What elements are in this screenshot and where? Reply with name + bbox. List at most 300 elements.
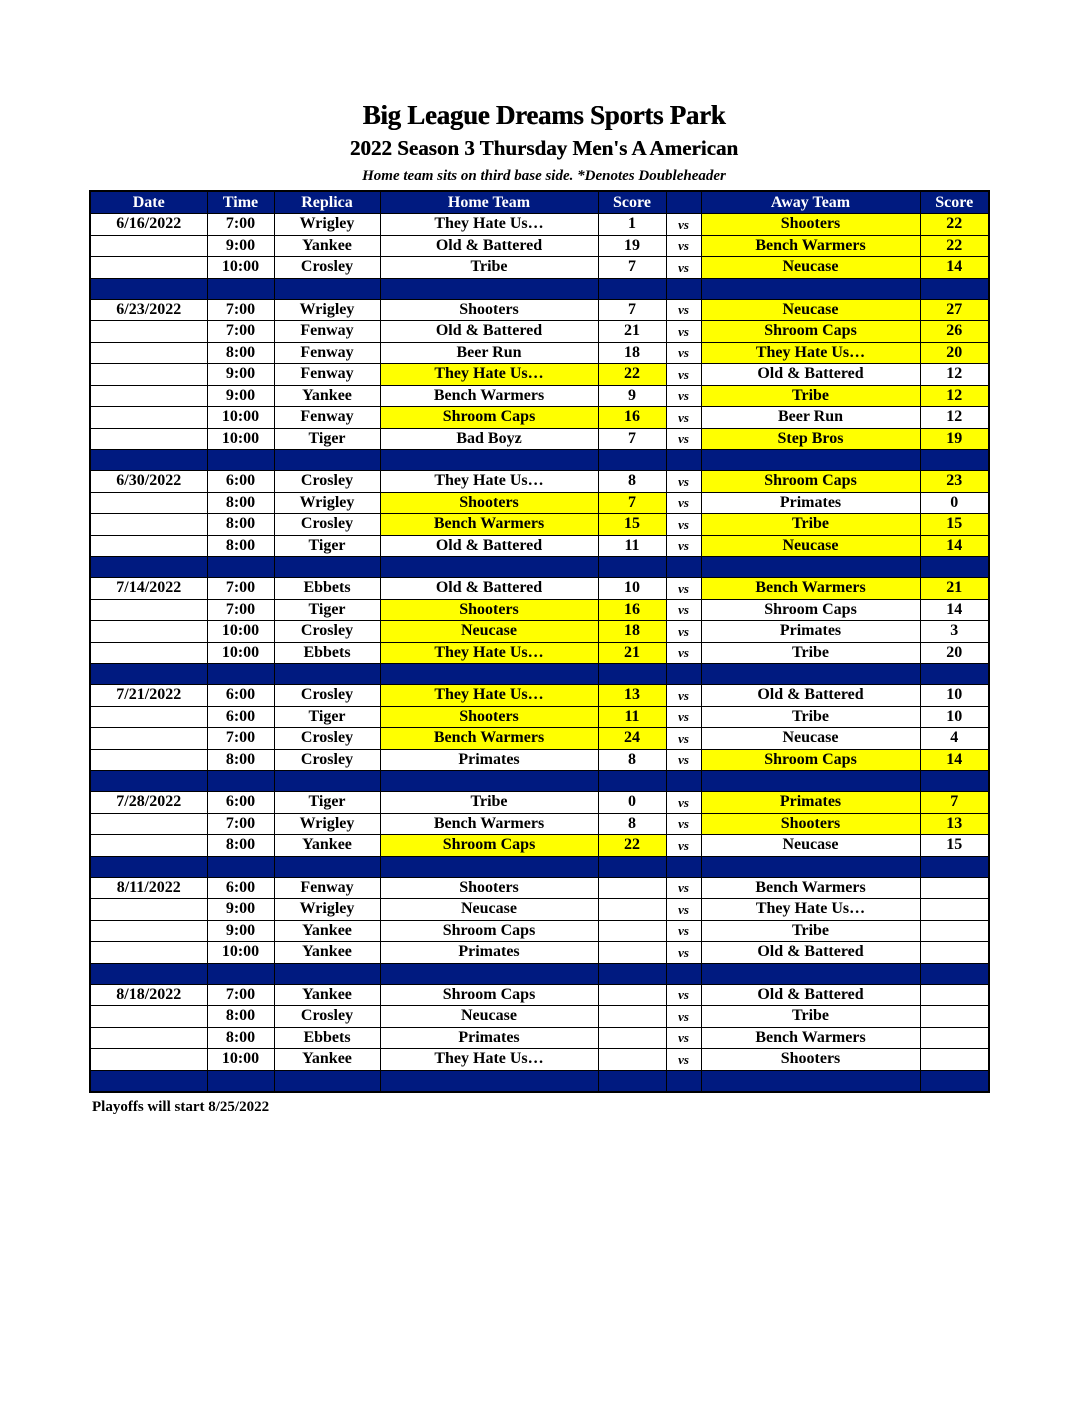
separator-cell: [90, 557, 207, 578]
away-team: Bench Warmers: [701, 578, 920, 600]
game-date: 7/28/2022: [90, 792, 207, 814]
game-date: [90, 1027, 207, 1049]
game-time: 7:00: [207, 299, 274, 321]
home-score: 18: [598, 621, 666, 643]
home-team: Shooters: [380, 492, 598, 514]
game-time: 8:00: [207, 1027, 274, 1049]
separator-cell: [274, 963, 380, 984]
game-row: [90, 1027, 989, 1049]
game-date: 8/18/2022: [90, 984, 207, 1006]
game-date: 7/14/2022: [90, 578, 207, 600]
game-time: 9:00: [207, 385, 274, 407]
separator-cell: [598, 1070, 666, 1092]
separator-cell: [701, 557, 920, 578]
game-row: [90, 1006, 989, 1028]
separator-cell: [701, 963, 920, 984]
game-date: [90, 1006, 207, 1028]
game-replica: Tiger: [274, 428, 380, 450]
game-row: [90, 621, 989, 643]
home-score: [598, 1027, 666, 1049]
game-replica: Yankee: [274, 984, 380, 1006]
game-time: 8:00: [207, 835, 274, 857]
vs-label: vs: [666, 407, 701, 429]
away-score: 10: [920, 706, 989, 728]
game-time: 7:00: [207, 599, 274, 621]
game-date: [90, 492, 207, 514]
week-separator: [90, 278, 989, 299]
away-team: Shroom Caps: [701, 471, 920, 493]
vs-label: vs: [666, 492, 701, 514]
separator-cell: [598, 278, 666, 299]
away-score: 7: [920, 792, 989, 814]
home-team: Tribe: [380, 792, 598, 814]
game-time: 6:00: [207, 792, 274, 814]
game-row: [90, 920, 989, 942]
home-team: They Hate Us…: [380, 471, 598, 493]
game-time: 7:00: [207, 728, 274, 750]
home-team: Bench Warmers: [380, 514, 598, 536]
separator-cell: [920, 1070, 989, 1092]
game-date: [90, 899, 207, 921]
game-replica: Crosley: [274, 257, 380, 279]
away-team: Neucase: [701, 728, 920, 750]
home-team: Old & Battered: [380, 535, 598, 557]
home-score: 16: [598, 407, 666, 429]
separator-cell: [90, 856, 207, 877]
game-replica: Ebbets: [274, 1027, 380, 1049]
away-score: 14: [920, 599, 989, 621]
separator-cell: [274, 557, 380, 578]
separator-cell: [207, 664, 274, 685]
home-score: 21: [598, 321, 666, 343]
game-row: [90, 749, 989, 771]
vs-label: vs: [666, 984, 701, 1006]
away-team: Neucase: [701, 299, 920, 321]
home-team: They Hate Us…: [380, 642, 598, 664]
away-score: [920, 942, 989, 964]
separator-cell: [598, 856, 666, 877]
home-score: 8: [598, 471, 666, 493]
schedule-table: [89, 190, 990, 1093]
separator-cell: [598, 664, 666, 685]
home-team: Shooters: [380, 599, 598, 621]
away-team: Shooters: [701, 1049, 920, 1071]
game-date: [90, 364, 207, 386]
game-time: 9:00: [207, 899, 274, 921]
separator-cell: [380, 771, 598, 792]
game-row: [90, 792, 989, 814]
home-team: Primates: [380, 749, 598, 771]
vs-label: vs: [666, 706, 701, 728]
away-score: 20: [920, 642, 989, 664]
home-team: Beer Run: [380, 342, 598, 364]
separator-cell: [701, 1070, 920, 1092]
vs-label: vs: [666, 877, 701, 899]
separator-cell: [701, 450, 920, 471]
game-time: 10:00: [207, 621, 274, 643]
separator-cell: [701, 278, 920, 299]
vs-label: vs: [666, 471, 701, 493]
game-replica: Wrigley: [274, 813, 380, 835]
vs-label: vs: [666, 920, 701, 942]
game-row: [90, 385, 989, 407]
away-score: [920, 1049, 989, 1071]
game-time: 8:00: [207, 1006, 274, 1028]
home-score: [598, 899, 666, 921]
away-team: Shroom Caps: [701, 599, 920, 621]
separator-cell: [90, 1070, 207, 1092]
schedule-body: [90, 214, 989, 1092]
game-replica: Yankee: [274, 235, 380, 257]
vs-label: vs: [666, 514, 701, 536]
separator-cell: [207, 450, 274, 471]
home-score: 1: [598, 214, 666, 236]
game-row: [90, 899, 989, 921]
away-team: Bench Warmers: [701, 1027, 920, 1049]
home-team: Shroom Caps: [380, 920, 598, 942]
separator-cell: [274, 450, 380, 471]
game-time: 6:00: [207, 706, 274, 728]
home-team: Old & Battered: [380, 578, 598, 600]
vs-label: vs: [666, 342, 701, 364]
vs-label: vs: [666, 535, 701, 557]
home-team: Bench Warmers: [380, 728, 598, 750]
away-score: 14: [920, 749, 989, 771]
vs-label: vs: [666, 299, 701, 321]
home-team: Shroom Caps: [380, 984, 598, 1006]
game-date: [90, 428, 207, 450]
separator-cell: [380, 450, 598, 471]
game-date: [90, 728, 207, 750]
game-row: [90, 214, 989, 236]
separator-cell: [598, 963, 666, 984]
home-team: Primates: [380, 942, 598, 964]
home-team: Shroom Caps: [380, 407, 598, 429]
vs-label: vs: [666, 578, 701, 600]
game-row: [90, 535, 989, 557]
game-time: 7:00: [207, 321, 274, 343]
header-row: [90, 191, 989, 214]
game-date: [90, 535, 207, 557]
game-date: [90, 321, 207, 343]
separator-cell: [207, 1070, 274, 1092]
home-team: Shroom Caps: [380, 835, 598, 857]
separator-cell: [701, 664, 920, 685]
separator-cell: [380, 557, 598, 578]
home-score: 22: [598, 364, 666, 386]
away-score: 3: [920, 621, 989, 643]
game-row: [90, 706, 989, 728]
away-score: [920, 984, 989, 1006]
game-replica: Tiger: [274, 792, 380, 814]
game-replica: Yankee: [274, 385, 380, 407]
game-row: [90, 428, 989, 450]
vs-label: vs: [666, 621, 701, 643]
game-time: 10:00: [207, 407, 274, 429]
away-score: [920, 1027, 989, 1049]
game-time: 6:00: [207, 471, 274, 493]
away-score: 4: [920, 728, 989, 750]
game-time: 8:00: [207, 535, 274, 557]
game-date: [90, 642, 207, 664]
away-score: 21: [920, 578, 989, 600]
column-header-away-team: Away Team: [701, 191, 920, 214]
separator-cell: [598, 450, 666, 471]
home-team: Shooters: [380, 299, 598, 321]
separator-cell: [90, 450, 207, 471]
away-team: Tribe: [701, 385, 920, 407]
vs-label: vs: [666, 642, 701, 664]
vs-label: vs: [666, 214, 701, 236]
game-date: [90, 599, 207, 621]
home-team: Bench Warmers: [380, 813, 598, 835]
game-row: [90, 1049, 989, 1071]
away-score: 13: [920, 813, 989, 835]
game-row: [90, 364, 989, 386]
home-score: 19: [598, 235, 666, 257]
separator-cell: [920, 278, 989, 299]
home-team: They Hate Us…: [380, 364, 598, 386]
home-team: Bad Boyz: [380, 428, 598, 450]
page-title: Big League Dreams Sports Park: [362, 100, 726, 130]
separator-cell: [207, 963, 274, 984]
game-time: 8:00: [207, 342, 274, 364]
separator-cell: [207, 557, 274, 578]
home-score: 11: [598, 706, 666, 728]
away-score: 0: [920, 492, 989, 514]
home-team: Old & Battered: [380, 235, 598, 257]
game-row: [90, 984, 989, 1006]
game-time: 10:00: [207, 642, 274, 664]
game-date: [90, 835, 207, 857]
separator-cell: [666, 450, 701, 471]
game-replica: Fenway: [274, 407, 380, 429]
game-replica: Fenway: [274, 877, 380, 899]
page-subtitle: 2022 Season 3 Thursday Men's A American: [349, 136, 739, 160]
column-header-replica: Replica: [274, 191, 380, 214]
away-score: 19: [920, 428, 989, 450]
game-date: [90, 342, 207, 364]
game-replica: Tiger: [274, 599, 380, 621]
away-score: 14: [920, 535, 989, 557]
away-team: Tribe: [701, 642, 920, 664]
game-date: [90, 813, 207, 835]
vs-label: vs: [666, 942, 701, 964]
home-score: 7: [598, 428, 666, 450]
game-replica: Crosley: [274, 685, 380, 707]
away-team: They Hate Us…: [701, 899, 920, 921]
home-score: [598, 920, 666, 942]
home-score: 24: [598, 728, 666, 750]
separator-cell: [207, 771, 274, 792]
game-row: [90, 877, 989, 899]
away-team: Bench Warmers: [701, 877, 920, 899]
game-replica: Wrigley: [274, 299, 380, 321]
week-separator: [90, 856, 989, 877]
game-replica: Tiger: [274, 535, 380, 557]
away-score: [920, 899, 989, 921]
week-separator: [90, 664, 989, 685]
game-date: 6/16/2022: [90, 214, 207, 236]
away-score: 23: [920, 471, 989, 493]
game-date: [90, 235, 207, 257]
separator-cell: [666, 557, 701, 578]
away-team: Tribe: [701, 706, 920, 728]
away-team: Tribe: [701, 920, 920, 942]
game-time: 9:00: [207, 920, 274, 942]
away-team: They Hate Us…: [701, 342, 920, 364]
separator-cell: [666, 771, 701, 792]
game-date: [90, 385, 207, 407]
vs-label: vs: [666, 428, 701, 450]
separator-cell: [920, 557, 989, 578]
game-time: 7:00: [207, 984, 274, 1006]
week-separator: [90, 450, 989, 471]
away-team: Beer Run: [701, 407, 920, 429]
away-score: [920, 1006, 989, 1028]
home-team: Neucase: [380, 621, 598, 643]
away-score: 12: [920, 385, 989, 407]
game-row: [90, 685, 989, 707]
separator-cell: [701, 771, 920, 792]
vs-label: vs: [666, 792, 701, 814]
away-team: Bench Warmers: [701, 235, 920, 257]
game-time: 9:00: [207, 364, 274, 386]
game-date: [90, 706, 207, 728]
home-team: They Hate Us…: [380, 685, 598, 707]
game-replica: Yankee: [274, 920, 380, 942]
game-time: 9:00: [207, 235, 274, 257]
separator-cell: [380, 664, 598, 685]
game-replica: Tiger: [274, 706, 380, 728]
column-header-vs: [666, 191, 701, 214]
separator-cell: [666, 963, 701, 984]
away-score: 27: [920, 299, 989, 321]
page-note: Home team sits on third base side. *Denotes Doubleheader: [362, 168, 726, 184]
separator-cell: [274, 771, 380, 792]
away-team: Tribe: [701, 1006, 920, 1028]
home-score: 18: [598, 342, 666, 364]
game-row: [90, 514, 989, 536]
away-team: Old & Battered: [701, 942, 920, 964]
home-score: 8: [598, 813, 666, 835]
game-replica: Crosley: [274, 471, 380, 493]
home-score: 13: [598, 685, 666, 707]
separator-cell: [90, 771, 207, 792]
game-row: [90, 342, 989, 364]
vs-label: vs: [666, 1049, 701, 1071]
separator-cell: [380, 856, 598, 877]
game-row: [90, 728, 989, 750]
separator-cell: [380, 1070, 598, 1092]
home-score: [598, 984, 666, 1006]
home-score: 8: [598, 749, 666, 771]
game-replica: Fenway: [274, 321, 380, 343]
separator-cell: [274, 278, 380, 299]
separator-cell: [207, 278, 274, 299]
away-score: 10: [920, 685, 989, 707]
separator-cell: [666, 278, 701, 299]
away-team: Shroom Caps: [701, 321, 920, 343]
column-header-home-team: Home Team: [380, 191, 598, 214]
game-time: 8:00: [207, 514, 274, 536]
away-team: Neucase: [701, 535, 920, 557]
away-score: 14: [920, 257, 989, 279]
home-team: Shooters: [380, 706, 598, 728]
vs-label: vs: [666, 1027, 701, 1049]
home-score: 11: [598, 535, 666, 557]
vs-label: vs: [666, 364, 701, 386]
home-score: 9: [598, 385, 666, 407]
game-row: [90, 257, 989, 279]
away-team: Shooters: [701, 214, 920, 236]
away-team: Shroom Caps: [701, 749, 920, 771]
game-replica: Crosley: [274, 1006, 380, 1028]
separator-cell: [666, 856, 701, 877]
game-time: 6:00: [207, 685, 274, 707]
game-time: 8:00: [207, 492, 274, 514]
home-score: 7: [598, 492, 666, 514]
playoffs-note: Playoffs will start 8/25/2022: [92, 1099, 270, 1115]
home-score: 0: [598, 792, 666, 814]
away-score: 22: [920, 235, 989, 257]
separator-cell: [380, 278, 598, 299]
game-replica: Wrigley: [274, 899, 380, 921]
away-score: 15: [920, 835, 989, 857]
home-score: 22: [598, 835, 666, 857]
separator-cell: [90, 664, 207, 685]
vs-label: vs: [666, 1006, 701, 1028]
away-score: 15: [920, 514, 989, 536]
game-time: 7:00: [207, 214, 274, 236]
separator-cell: [920, 771, 989, 792]
vs-label: vs: [666, 835, 701, 857]
away-score: 20: [920, 342, 989, 364]
away-score: [920, 877, 989, 899]
away-team: Old & Battered: [701, 984, 920, 1006]
away-team: Neucase: [701, 257, 920, 279]
column-header-date: Date: [90, 191, 207, 214]
home-score: 10: [598, 578, 666, 600]
game-date: [90, 749, 207, 771]
game-date: 7/21/2022: [90, 685, 207, 707]
separator-cell: [666, 1070, 701, 1092]
game-date: 6/23/2022: [90, 299, 207, 321]
home-team: Tribe: [380, 257, 598, 279]
away-team: Old & Battered: [701, 364, 920, 386]
game-date: [90, 942, 207, 964]
column-header-time: Time: [207, 191, 274, 214]
week-separator: [90, 771, 989, 792]
home-score: [598, 877, 666, 899]
away-team: Tribe: [701, 514, 920, 536]
away-team: Step Bros: [701, 428, 920, 450]
home-team: Neucase: [380, 1006, 598, 1028]
home-team: Bench Warmers: [380, 385, 598, 407]
home-team: Neucase: [380, 899, 598, 921]
home-team: They Hate Us…: [380, 1049, 598, 1071]
separator-cell: [274, 664, 380, 685]
separator-cell: [920, 450, 989, 471]
game-replica: Ebbets: [274, 642, 380, 664]
game-row: [90, 642, 989, 664]
separator-cell: [920, 963, 989, 984]
column-header-away-score: Score: [920, 191, 989, 214]
game-date: [90, 407, 207, 429]
game-time: 7:00: [207, 578, 274, 600]
home-score: 21: [598, 642, 666, 664]
game-row: [90, 835, 989, 857]
